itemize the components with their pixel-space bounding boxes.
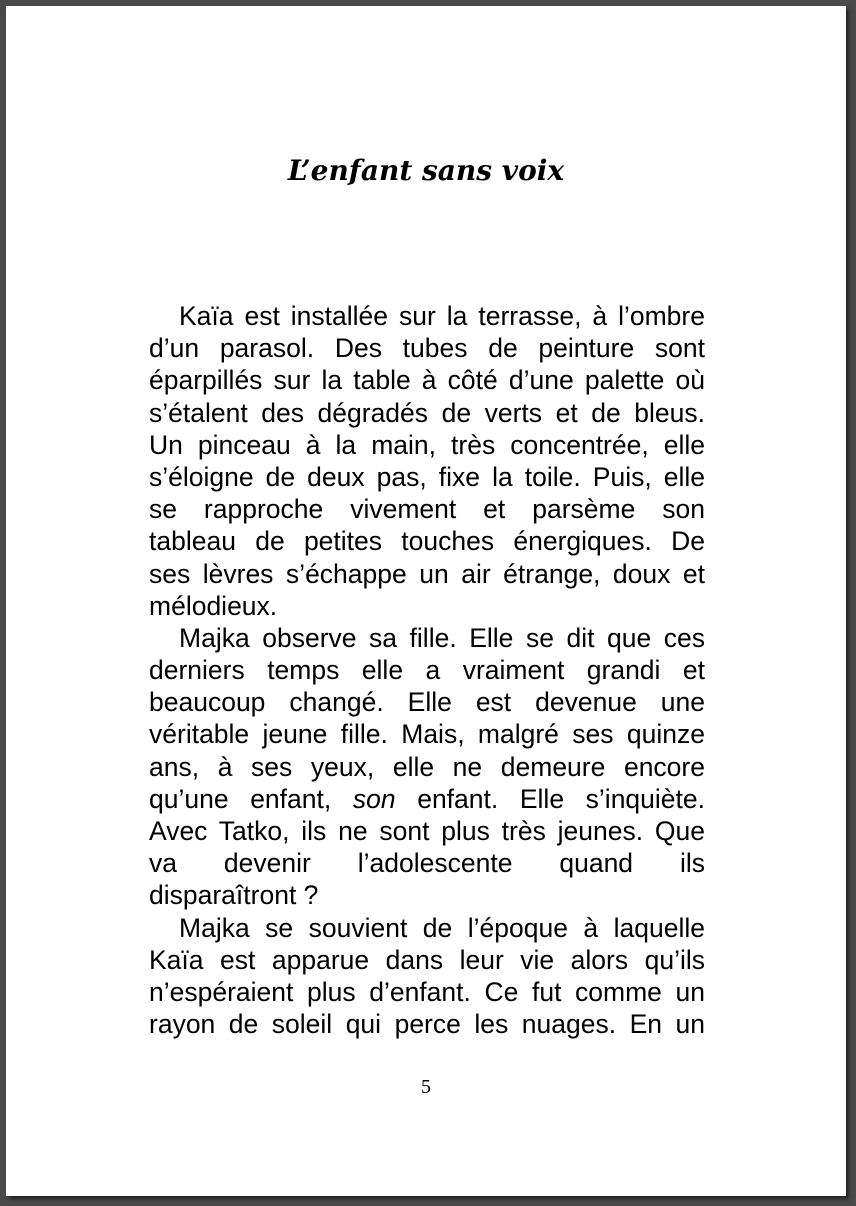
text-line: s’étalent des dégradés de verts et de bleus. [149, 397, 705, 428]
text-line: Un pinceau à la main, très concentrée, elle [149, 429, 705, 460]
chapter-title: L’enfant sans voix [287, 154, 565, 187]
text-line: d’un parasol. Des tubes de peinture sont [149, 333, 705, 364]
text-line: ans, à ses yeux, elle ne demeure encore [149, 751, 705, 782]
text-line: derniers temps elle a vraiment grandi et [149, 655, 705, 686]
paragraph-1 [149, 300, 705, 622]
text-line: mélodieux. [149, 590, 278, 621]
paragraph-2 [149, 622, 705, 912]
text-line: rayon de soleil qui perce les nuages. En un [149, 1009, 705, 1040]
text-line: Avec Tatko, ils ne sont plus très jeunes. Que [149, 816, 705, 846]
text-line: va devenir l’adolescente quand ils [149, 848, 705, 879]
text-line: se rapproche vivement et parsème son [149, 494, 705, 525]
text-line: Kaïa est apparue dans leur vie alors qu’ils [149, 944, 705, 975]
text-line: tableau de petites touches énergiques. De [149, 526, 705, 557]
text-line: disparaîtront ? [149, 880, 319, 911]
page-number: 5 [421, 1076, 431, 1098]
text-line: éparpillés sur la table à côté d’une palette où [149, 365, 705, 396]
text-line: n’espéraient plus d’enfant. Ce fut comme un [149, 976, 705, 1007]
text-line [149, 783, 705, 815]
body-text [149, 300, 705, 1040]
text-line: véritable jeune fille. Mais, malgré ses quinze [149, 719, 705, 750]
text-line: s’éloigne de deux pas, fixe la toile. Puis, elle [149, 461, 705, 492]
document-page [6, 6, 846, 1196]
text-run: qu’une enfant, [149, 783, 353, 814]
text-line: Kaïa est installée sur la terrasse, à l’ombre [179, 301, 705, 331]
text-line: Majka se souvient de l’époque à laquelle [179, 912, 705, 943]
paragraph-3 [149, 912, 705, 1041]
emphasized-word: son [352, 783, 396, 814]
text-line: beaucoup changé. Elle est devenue une [149, 687, 705, 718]
text-run: enfant. Elle s’inquiète. [395, 783, 705, 814]
text-line: ses lèvres s’échappe un air étrange, doux et [149, 558, 705, 589]
text-line: Majka observe sa fille. Elle se dit que ces [179, 622, 705, 653]
